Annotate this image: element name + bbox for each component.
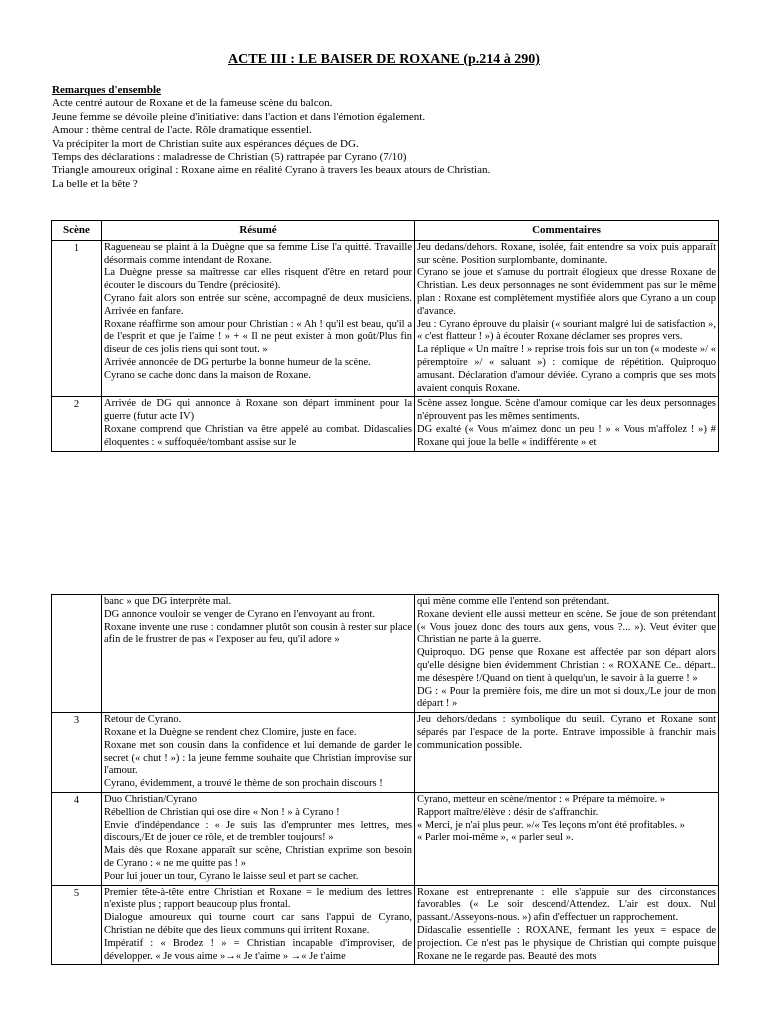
commentaire-paragraph: Quiproquo. DG pense que Roxane est affectée par son départ alors qu'elle désigne bien évidemment Christian : « ROXANE Ce.. départ.. me désespère !/Quand on tient à quelqu'un, le savoir à la guerre ! »	[417, 647, 716, 684]
resume-paragraph: Envie d'indépendance : « Je suis las d'emprunter mes lettres, mes discours,/Et de jouer ce rôle, et de trembler toujours! »	[104, 819, 412, 844]
resume-paragraph: Rébellion de Christian qui ose dire « Non ! » à Cyrano !	[104, 806, 340, 818]
resume-paragraph: Roxane met son cousin dans la confidence et lui demande de garder le secret (« chut ! ») : la jeune femme souhaite que Christian improvise sur l'amour.	[104, 739, 412, 777]
commentaire-paragraph: qui mène comme elle l'entend son prétendant.	[417, 596, 610, 607]
resume-paragraph: Cyrano, évidemment, a trouvé le thème de son prochain discours !	[104, 778, 383, 790]
remarks-line: Amour : thème central de l'acte. Rôle dramatique essentiel.	[52, 124, 312, 137]
resume-paragraph: Premier tête-à-tête entre Christian et Roxane = le medium des lettres n'existe plus ; rapport beaucoup plus frontal.	[104, 886, 412, 911]
commentaire-paragraph: Scène assez longue. Scène d'amour comique car les deux personnages n'éprouvent pas les mêmes sentiments.	[417, 398, 716, 423]
resume-paragraph: Duo Christian/Cyrano	[104, 793, 198, 805]
scene-number: 4	[52, 792, 102, 885]
resume-paragraph: Roxane comprend que Christian va être appelé au combat. Didascalies éloquentes : « suffoquée/tombant assise sur le	[104, 423, 412, 448]
remarks-line: Triangle amoureux original : Roxane aime en réalité Cyrano à travers les beaux atours de Christian.	[52, 164, 491, 177]
resume-paragraph: Cyrano se cache donc dans la maison de Roxane.	[104, 369, 311, 381]
scene-table	[51, 220, 719, 452]
resume-paragraph: Dialogue amoureux qui tourne court car sans l'appui de Cyrano, Christian ne débite que des lieux communs qui irritent Roxane.	[104, 912, 412, 936]
resume-cell	[102, 792, 415, 885]
commentaire-paragraph: DG : « Pour la première fois, me dire un mot si doux,/Le jour de mon départ ! »	[417, 685, 716, 710]
scene-number	[52, 595, 102, 713]
commentaires-cell	[415, 792, 719, 885]
resume-paragraph: Roxane et la Duègne se rendent chez Clomire, juste en face.	[104, 726, 357, 738]
resume-paragraph: Roxane invente une ruse : condamner plutôt son cousin à rester sur place afin de le frustrer de pas « l'exposer au feu, qu'il adore »	[104, 621, 412, 646]
table-row	[52, 397, 719, 452]
commentaire-paragraph: Cyrano se joue et s'amuse du portrait élogieux que dresse Roxane de Christian. Les deux personnages ne sont évidemment pas sur le même plan : Roxane est complètement mystifiée alors que Cyrano a un coup d'avance.	[417, 267, 716, 317]
commentaire-paragraph: Jeu dehors/dedans : symbolique du seuil. Cyrano et Roxane sont séparés par l'espace de la porte. Entrave impossible à franchir mais communication possible.	[417, 714, 716, 751]
table-row	[52, 792, 719, 885]
resume-paragraph: Arrivée de DG qui annonce à Roxane son départ imminent pour la guerre (futur acte IV)	[104, 398, 412, 423]
header-resume: Résumé	[102, 221, 415, 241]
commentaire-paragraph: La réplique « Un maître ! » reprise trois fois sur un ton (« modeste »/ « péremptoire »/ « saluant ») : comique de répétition. Quiproquo amusant. Déclaration d'amour déviée. Cyrano a compris que ses mots avaient conquis Roxane.	[417, 344, 716, 394]
resume-paragraph: banc » que DG interprète mal.	[104, 596, 232, 607]
resume-cell	[102, 885, 415, 965]
commentaire-paragraph: Didascalie essentielle : ROXANE, fermant les yeux = espace de projection. Ce n'est pas le physique de Christian qui compte puisque Roxane ne le regarde pas. Beauté des mots	[417, 924, 716, 962]
resume-paragraph: Cyrano fait alors son entrée sur scène, accompagné de deux musiciens. Arrivée en fanfare.	[104, 292, 412, 317]
scene-table-continued	[51, 594, 719, 965]
remarks-section	[52, 84, 732, 191]
resume-paragraph: Impératif : « Brodez ! » = Christian incapable d'improviser, de développer. « Je vous aime »→« Je t'aime » →« Je t'aime	[104, 937, 412, 962]
commentaire-paragraph: « Merci, je n'ai plus peur. »/« Tes leçons m'ont été profitables. »	[417, 819, 685, 831]
commentaires-cell	[415, 713, 719, 793]
remarks-line: La belle et la bête ?	[52, 177, 138, 190]
table-row	[52, 885, 719, 965]
resume-paragraph: Ragueneau se plaint à la Duègne que sa femme Lise l'a quitté. Travaille désormais comme intendant de Roxane.	[104, 241, 412, 266]
commentaire-paragraph: Jeu dedans/dehors. Roxane, isolée, fait entendre sa voix puis apparaît sur scène. Position surplombante, dominante.	[417, 241, 716, 266]
table-row	[52, 713, 719, 793]
commentaires-cell	[415, 595, 719, 713]
table-header-row	[52, 221, 719, 241]
remarks-line: Acte centré autour de Roxane et de la fameuse scène du balcon.	[52, 97, 333, 110]
remarks-line: Temps des déclarations : maladresse de Christian (5) rattrapée par Cyrano (7/10)	[52, 151, 407, 164]
resume-paragraph: Roxane réaffirme son amour pour Christian : « Ah ! qu'il est beau, qu'il a de l'esprit et que je l'aime ! » + « Il ne peut exister à mon goût/Plus fin diseur de ces jolis riens qui sont tout. »	[104, 318, 412, 356]
scene-number: 1	[52, 240, 102, 397]
commentaire-paragraph: DG exalté (« Vous m'aimez donc un peu ! » « Vous m'affolez ! ») # Roxane qui joue la belle « indifférente » et	[417, 423, 716, 448]
header-scene: Scène	[52, 221, 102, 241]
table-row	[52, 240, 719, 397]
header-commentaires: Commentaires	[415, 221, 719, 241]
table-row	[52, 595, 719, 713]
resume-cell	[102, 713, 415, 793]
resume-paragraph: Pour lui jouer un tour, Cyrano le laisse seul et part se cacher.	[104, 870, 359, 882]
remarks-heading: Remarques d'ensemble	[52, 84, 161, 96]
resume-paragraph: Arrivée annoncée de DG perturbe la bonne humeur de la scène.	[104, 356, 371, 368]
commentaire-paragraph: Jeu : Cyrano éprouve du plaisir (« souriant malgré lui de satisfaction », « c'est flatteur ! ») à écouter Roxane déclamer ses propres vers.	[417, 318, 716, 343]
scene-number: 5	[52, 885, 102, 965]
scene-number: 3	[52, 713, 102, 793]
commentaires-cell	[415, 397, 719, 452]
commentaire-paragraph: « Parler moi-même », « parler seul ».	[417, 832, 574, 844]
resume-paragraph: La Duègne presse sa maîtresse car elles risquent d'être en retard pour écouter le discours du Tendre (préciosité).	[104, 267, 412, 292]
commentaires-cell	[415, 885, 719, 965]
page-title: ACTE III : LE BAISER DE ROXANE (p.214 à 290)	[228, 52, 540, 67]
scene-number: 2	[52, 397, 102, 452]
resume-paragraph: Retour de Cyrano.	[104, 714, 182, 726]
commentaires-cell	[415, 240, 719, 397]
remarks-line: Jeune femme se dévoile pleine d'initiative: dans l'action et dans l'émotion également.	[52, 110, 426, 123]
resume-paragraph: Mais dès que Roxane apparaît sur scène, Christian exprime son besoin de Cyrano : « ne me quitte pas ! »	[104, 845, 412, 869]
resume-cell	[102, 397, 415, 452]
resume-cell	[102, 595, 415, 713]
commentaire-paragraph: Roxane est entreprenante : elle s'appuie sur des circonstances favorables (« Le soir descend/Attendez. L'air est doux. Nul passant./Asseyons-nous. ») afin d'effectuer un rapprochement.	[417, 886, 716, 924]
commentaire-paragraph: Roxane devient elle aussi metteur en scène. Se joue de son prétendant (« Vous jouez donc des tours aux gens, vous ?... »). Veut éviter que Christian ne parte à la guerre.	[417, 608, 716, 646]
resume-cell	[102, 240, 415, 397]
commentaire-paragraph: Cyrano, metteur en scène/mentor : « Prépare ta mémoire. »	[417, 793, 666, 805]
resume-paragraph: DG annonce vouloir se venger de Cyrano en l'envoyant au front.	[104, 608, 376, 620]
remarks-line: Va précipiter la mort de Christian suite aux espérances déçues de DG.	[52, 137, 359, 150]
commentaire-paragraph: Rapport maître/élève : désir de s'affranchir.	[417, 806, 599, 818]
